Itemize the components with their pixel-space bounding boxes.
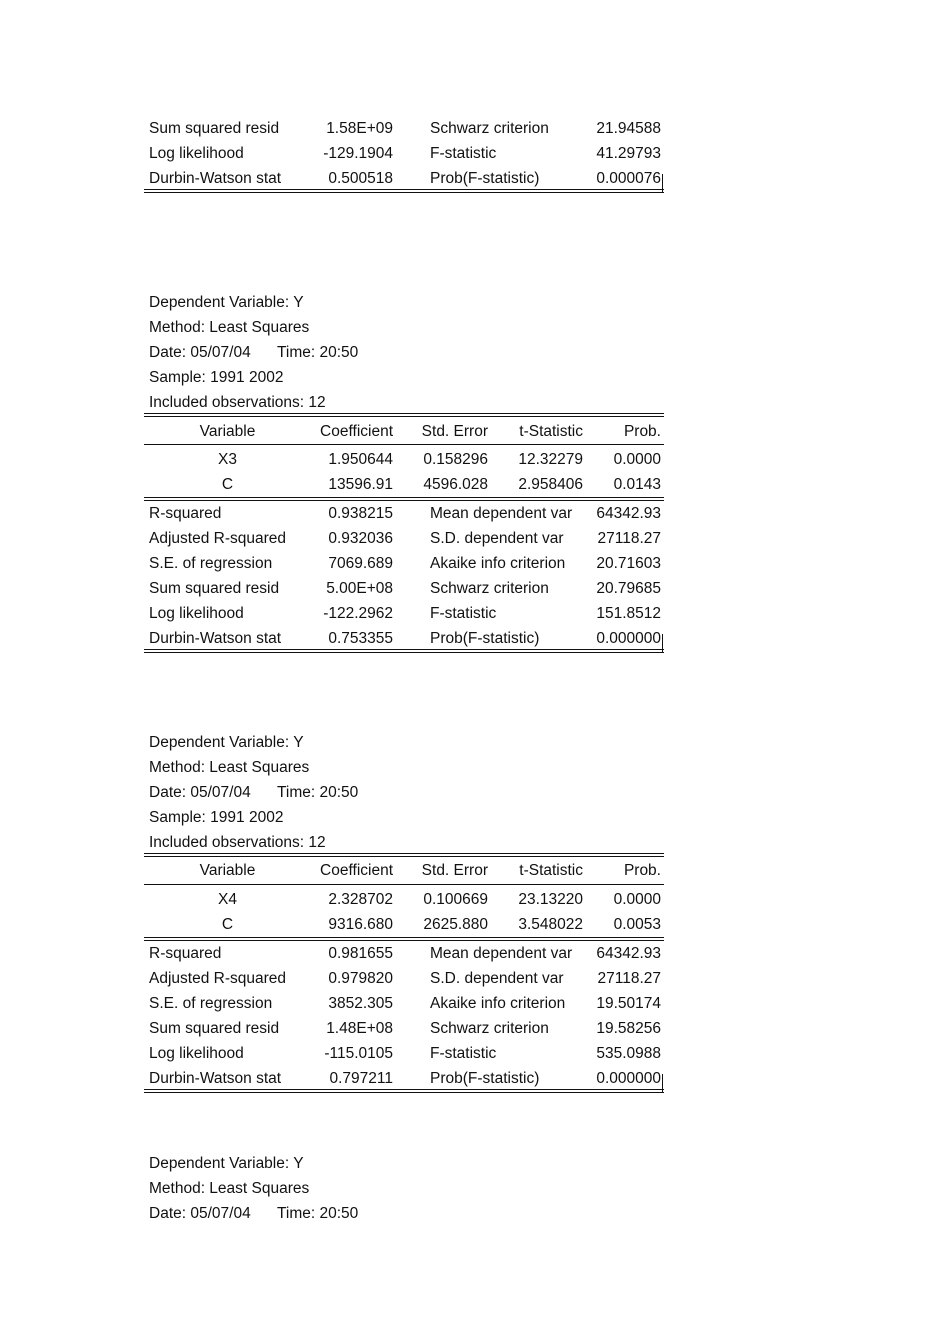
header-rule [144, 444, 664, 445]
date: Date: 05/07/04 [149, 344, 251, 361]
stat-label: Adjusted R-squared [149, 530, 286, 547]
std-error: 2625.880 [423, 916, 488, 933]
variable-name: C [221, 476, 234, 493]
stat-label: Durbin-Watson stat [149, 630, 282, 647]
stats-row [0, 576, 700, 601]
header-prob: Prob. [623, 862, 661, 879]
date: Date: 05/07/04 [149, 784, 251, 801]
header-std-error: Std. Error [421, 423, 488, 440]
table-row [0, 447, 700, 472]
coefficient: 9316.680 [328, 916, 393, 933]
stat-value: 151.8512 [596, 605, 661, 622]
stat-value: 5.00E+08 [326, 580, 393, 597]
header-variable: Variable [199, 862, 256, 879]
included-observations: Included observations: 12 [149, 394, 326, 411]
stat-value: 0.932036 [328, 530, 393, 547]
method: Method: Least Squares [149, 319, 310, 336]
coefficient: 1.950644 [328, 451, 393, 468]
stat-value: 0.000000 [596, 630, 661, 647]
coefficient: 13596.91 [328, 476, 393, 493]
std-error: 0.100669 [423, 891, 488, 908]
t-statistic: 23.13220 [518, 891, 583, 908]
stat-value: 3852.305 [328, 995, 393, 1012]
stats-row [0, 941, 700, 966]
stat-value: 535.0988 [596, 1045, 661, 1062]
prob: 0.0000 [613, 451, 661, 468]
stat-label: Schwarz criterion [430, 580, 549, 597]
stat-label: Durbin-Watson stat [149, 1070, 282, 1087]
stats-row [0, 526, 700, 551]
sample: Sample: 1991 2002 [149, 369, 284, 386]
method: Method: Least Squares [149, 759, 310, 776]
stat-value: 0.797211 [329, 1070, 393, 1087]
coefficient: 2.328702 [328, 891, 393, 908]
header-t-statistic: t-Statistic [519, 423, 583, 440]
stat-label: R-squared [149, 945, 222, 962]
stat-label: S.E. of regression [149, 555, 273, 572]
stat-label: Adjusted R-squared [149, 970, 286, 987]
stats-row [0, 626, 700, 651]
stat-value: 64342.93 [596, 945, 661, 962]
prob: 0.0143 [613, 476, 661, 493]
stat-value: 0.000000 [596, 1070, 661, 1087]
stat-value: -122.2962 [323, 605, 393, 622]
stat-label: Akaike info criterion [430, 555, 566, 572]
variable-name: X3 [218, 451, 237, 468]
stat-value: 20.71603 [596, 555, 661, 572]
time: Time: 20:50 [277, 344, 359, 361]
table-bottom-rule [144, 189, 664, 193]
t-statistic: 12.32279 [518, 451, 583, 468]
variable-name: X4 [218, 891, 237, 908]
stat-label: Log likelihood [149, 605, 244, 622]
stat-label: Sum squared resid [149, 1020, 280, 1037]
stat-value: 0.753355 [328, 630, 393, 647]
table-header-row [0, 858, 700, 883]
dependent-variable: Dependent Variable: Y [149, 734, 304, 751]
header-rule [144, 884, 664, 885]
top-stats-row [0, 116, 700, 141]
stats-row [0, 501, 700, 526]
stats-row [0, 991, 700, 1016]
stat-label: Mean dependent var [430, 945, 573, 962]
stat-value: 0.981655 [328, 945, 393, 962]
stat-label: S.E. of regression [149, 995, 273, 1012]
sample: Sample: 1991 2002 [149, 809, 284, 826]
top-stats-row [0, 141, 700, 166]
stat-value: -129.1904 [323, 145, 393, 162]
table-row [0, 912, 700, 937]
stat-value: 1.58E+09 [326, 120, 393, 137]
table-top-rule [144, 413, 664, 417]
stats-row [0, 1016, 700, 1041]
stat-label: Durbin-Watson stat [149, 170, 282, 187]
stat-label: F-statistic [430, 605, 497, 622]
table-row [0, 472, 700, 497]
stat-value: 41.29793 [596, 145, 661, 162]
stat-value: 19.50174 [596, 995, 661, 1012]
stat-value: 27118.27 [597, 970, 661, 987]
stat-value: 0.000076 [596, 170, 661, 187]
date: Date: 05/07/04 [149, 1205, 251, 1222]
header-std-error: Std. Error [421, 862, 488, 879]
time: Time: 20:50 [277, 784, 359, 801]
stat-label: Mean dependent var [430, 505, 573, 522]
stats-row [0, 1066, 700, 1091]
header-t-statistic: t-Statistic [519, 862, 583, 879]
stat-value: -115.0105 [324, 1045, 393, 1062]
table-top-rule [144, 853, 664, 857]
table-header-row [0, 419, 700, 444]
stat-label: Schwarz criterion [430, 120, 549, 137]
header-variable: Variable [199, 423, 256, 440]
stat-value: 19.58256 [596, 1020, 661, 1037]
table-bottom-rule [144, 1089, 664, 1093]
t-statistic: 2.958406 [518, 476, 583, 493]
stat-value: 0.938215 [328, 505, 393, 522]
stats-row [0, 551, 700, 576]
header-prob: Prob. [623, 423, 661, 440]
prob: 0.0000 [613, 891, 661, 908]
stat-label: S.D. dependent var [430, 970, 564, 987]
stat-value: 64342.93 [596, 505, 661, 522]
dependent-variable: Dependent Variable: Y [149, 294, 304, 311]
top-stats-row [0, 166, 700, 191]
stat-label: Prob(F-statistic) [430, 630, 540, 647]
stat-label: Prob(F-statistic) [430, 170, 540, 187]
stat-label: Schwarz criterion [430, 1020, 549, 1037]
stat-value: 21.94588 [596, 120, 661, 137]
method: Method: Least Squares [149, 1180, 310, 1197]
stat-label: F-statistic [430, 145, 497, 162]
stat-label: Log likelihood [149, 1045, 244, 1062]
std-error: 0.158296 [423, 451, 488, 468]
stat-value: 1.48E+08 [326, 1020, 393, 1037]
dependent-variable: Dependent Variable: Y [149, 1155, 304, 1172]
stat-value: 7069.689 [328, 555, 393, 572]
stat-label: R-squared [149, 505, 222, 522]
stat-value: 0.979820 [328, 970, 393, 987]
header-coefficient: Coefficient [320, 423, 393, 440]
stat-label: S.D. dependent var [430, 530, 564, 547]
prob: 0.0053 [613, 916, 661, 933]
stat-label: Log likelihood [149, 145, 244, 162]
std-error: 4596.028 [423, 476, 488, 493]
table-row [0, 887, 700, 912]
stat-label: Sum squared resid [149, 120, 280, 137]
stats-row [0, 1041, 700, 1066]
stat-label: F-statistic [430, 1045, 497, 1062]
header-coefficient: Coefficient [320, 862, 393, 879]
stat-label: Akaike info criterion [430, 995, 566, 1012]
time: Time: 20:50 [277, 1205, 359, 1222]
included-observations: Included observations: 12 [149, 834, 326, 851]
t-statistic: 3.548022 [518, 916, 583, 933]
stat-value: 27118.27 [597, 530, 661, 547]
stat-value: 20.79685 [596, 580, 661, 597]
variable-name: C [221, 916, 234, 933]
table-bottom-rule [144, 649, 664, 653]
stat-label: Sum squared resid [149, 580, 280, 597]
stat-value: 0.500518 [328, 170, 393, 187]
stats-row [0, 966, 700, 991]
stats-row [0, 601, 700, 626]
stat-label: Prob(F-statistic) [430, 1070, 540, 1087]
